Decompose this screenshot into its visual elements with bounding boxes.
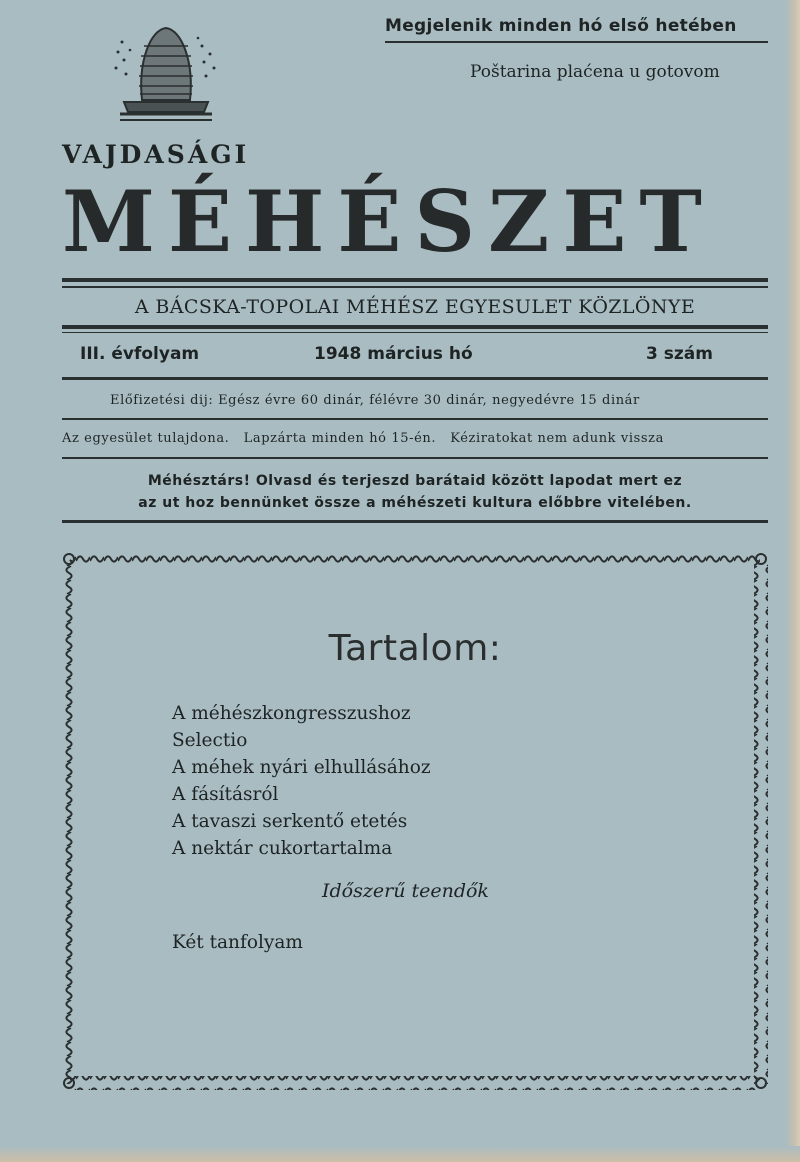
- divider: [62, 332, 768, 333]
- contents-title: Tartalom:: [328, 628, 502, 669]
- contents-item: A tavaszi serkentő etetés: [172, 811, 408, 832]
- contents-item: A méhészkongresszushoz: [172, 703, 411, 724]
- contents-item-italic: Időszerű teendők: [322, 880, 489, 902]
- page-edge: [786, 0, 800, 1162]
- publication-frequency: Megjelenik minden hó első hetében: [385, 16, 737, 36]
- divider: [62, 325, 768, 329]
- tagline-underline: [385, 41, 768, 43]
- contents-item: Selectio: [172, 730, 248, 751]
- contents-item: A méhek nyári elhullásához: [172, 757, 431, 778]
- appeal-line-1: Méhésztárs! Olvasd és terjeszd barátaid között lapodat mert ez: [147, 473, 683, 489]
- masthead-subtitle: VAJDASÁGI: [62, 140, 250, 169]
- beehive-icon: [110, 22, 220, 130]
- masthead-title: MÉHÉSZET: [62, 172, 715, 271]
- divider: [62, 457, 768, 459]
- contents-list: [172, 700, 431, 862]
- page-edge-bottom: [0, 1146, 800, 1162]
- divider: [62, 278, 768, 282]
- divider: [62, 418, 768, 420]
- appeal-line-2: az ut hoz bennünket össze a méhészeti kultura előbbre vitelében.: [138, 495, 692, 511]
- issue-date: 1948 március hó: [314, 344, 473, 364]
- volume: III. évfolyam: [80, 344, 200, 364]
- ownership-info: Az egyesület tulajdona. Lapzárta minden hó 15-én. Kéziratokat nem adunk vissza: [62, 431, 664, 446]
- postage-note: Poštarina plaćena u gotovom: [470, 62, 720, 82]
- divider: [62, 286, 768, 288]
- reader-appeal: [62, 470, 768, 514]
- issue-number: 3 szám: [646, 344, 713, 364]
- organization-line: A BÁCSKA-TOPOLAI MÉHÉSZ EGYESULET KÖZLÖNYE: [134, 296, 696, 318]
- subscription-info: Előfizetési dij: Egész évre 60 dinár, félévre 30 dinár, negyedévre 15 dinár: [110, 393, 640, 408]
- contents-item: A fásításról: [172, 784, 279, 805]
- divider: [62, 520, 768, 523]
- divider: [62, 377, 768, 380]
- contents-item: A nektár cukortartalma: [172, 838, 393, 859]
- contents-item-last: Két tanfolyam: [172, 932, 303, 953]
